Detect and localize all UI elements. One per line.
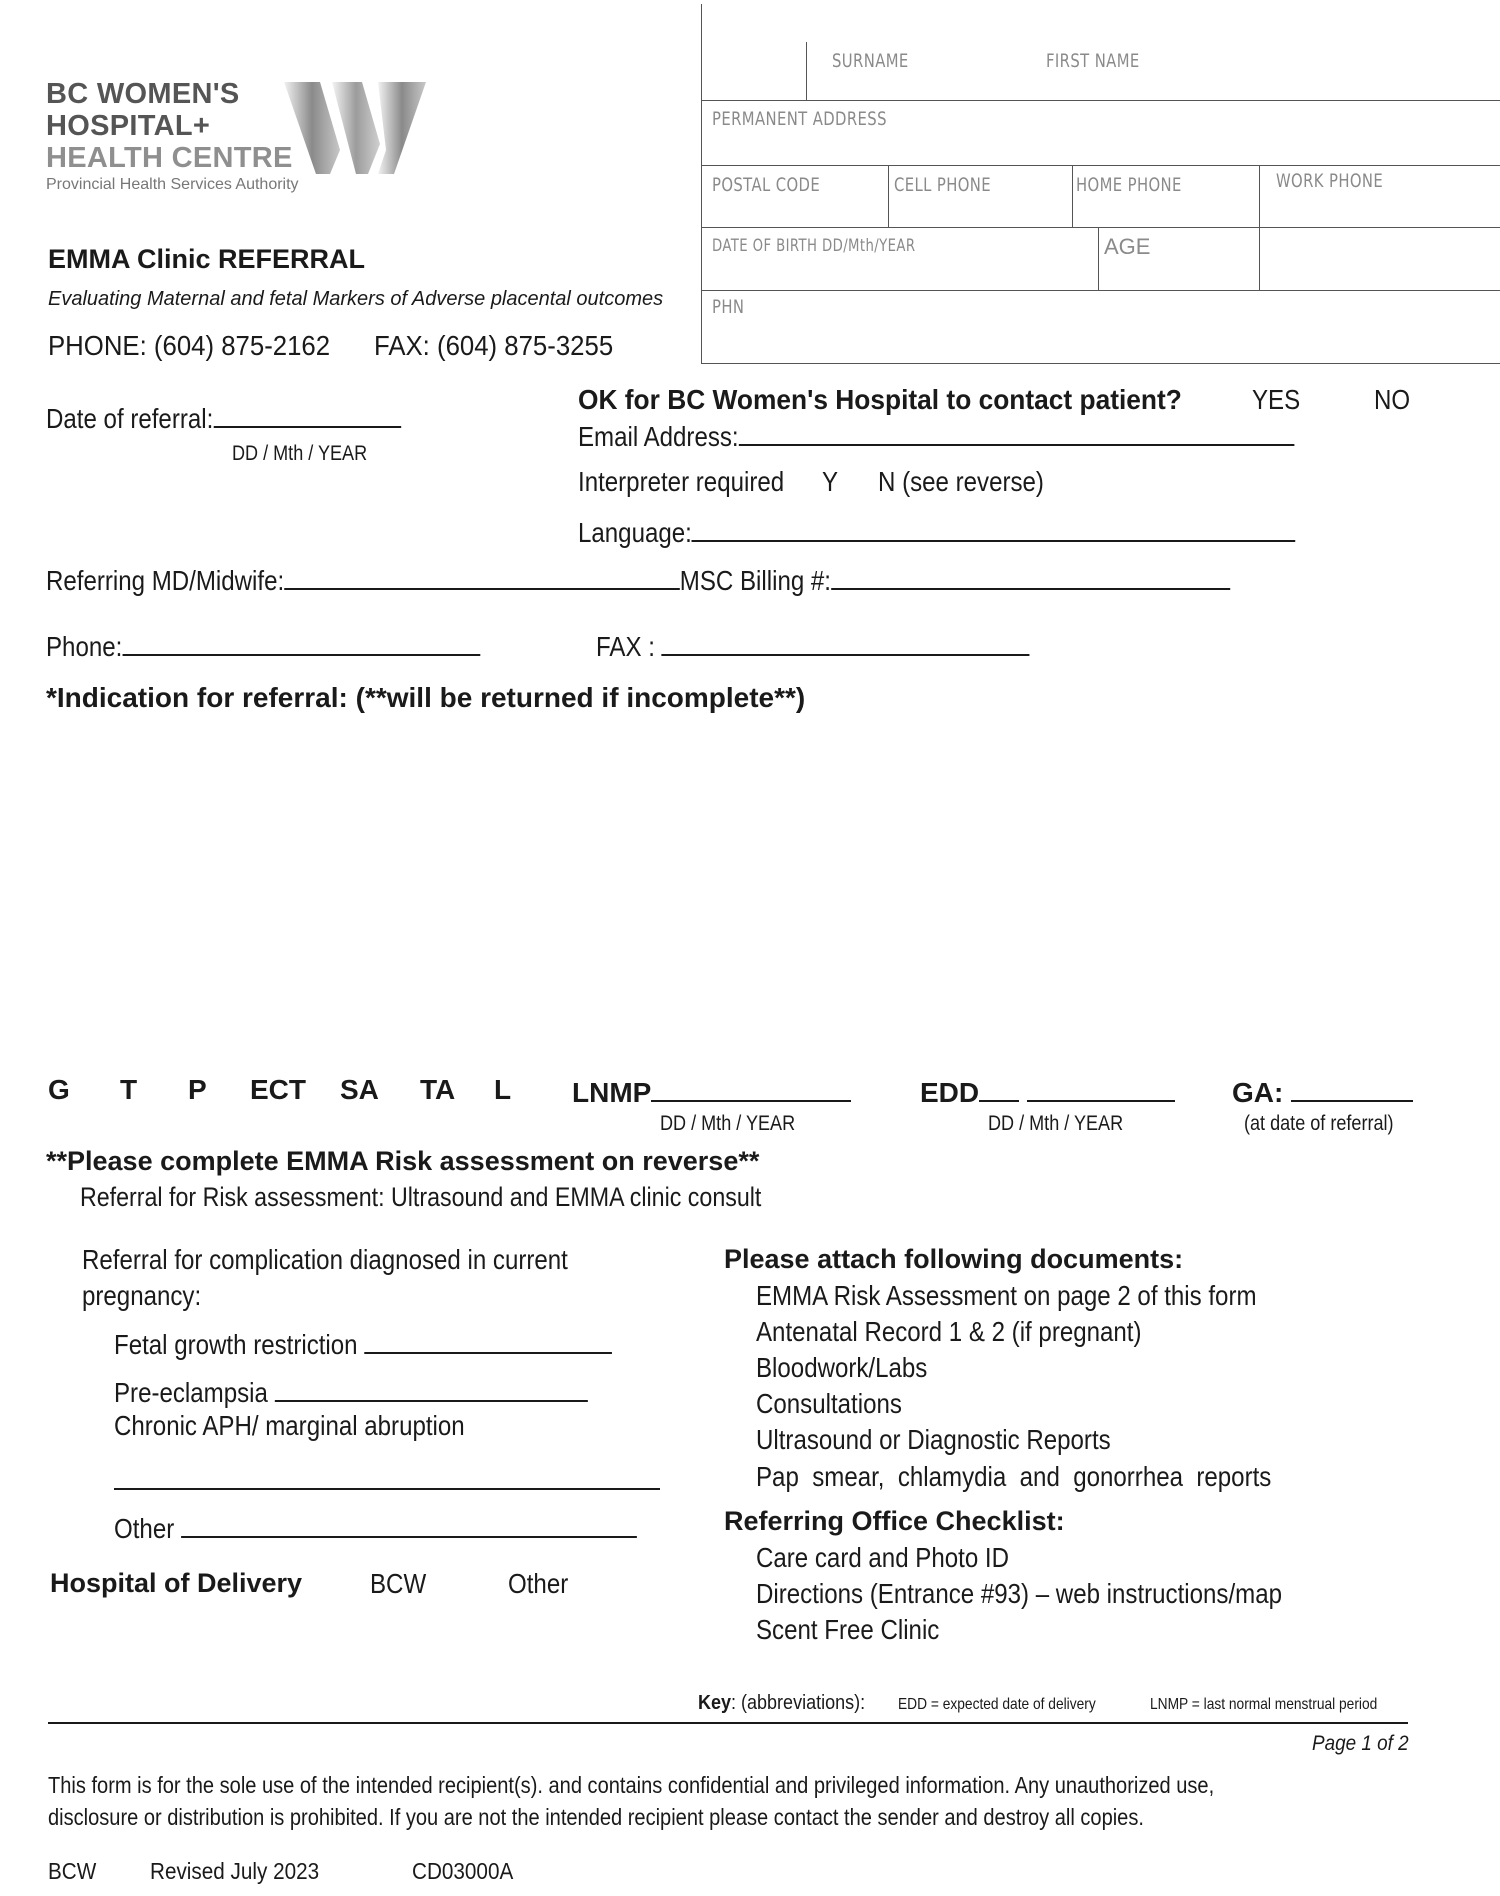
fgr-row xyxy=(114,1326,612,1361)
referring-md-label: Referring MD/Midwife: xyxy=(46,565,285,596)
edd-definition: EDD = expected date of delivery xyxy=(898,1696,1096,1713)
complication-line2: pregnancy: xyxy=(82,1280,202,1311)
contact-question: OK for BC Women's Hospital to contact patient? xyxy=(578,384,1182,415)
attach-documents-heading: Please attach following documents: xyxy=(724,1244,1184,1274)
fax-row xyxy=(596,628,1030,663)
fgr-input[interactable] xyxy=(364,1326,612,1354)
gravida-label[interactable]: G xyxy=(48,1074,70,1105)
abbreviation-key xyxy=(698,1692,865,1715)
confidentiality-line2: disclosure or distribution is prohibited. If you are not the intended recipient please contact the sender and destroy all copies. xyxy=(48,1804,1144,1830)
document-item[interactable]: Antenatal Record 1 & 2 (if pregnant) xyxy=(756,1316,1142,1347)
date-of-referral-label: Date of referral: xyxy=(46,403,214,434)
email-label: Email Address: xyxy=(578,421,739,452)
confidentiality-line1: This form is for the sole use of the intended recipient(s). and contains confidential and privileged information. Any unauthorized use, xyxy=(48,1772,1215,1798)
form-code-bcw: BCW xyxy=(48,1858,97,1884)
lnmp-format-hint: DD / Mth / YEAR xyxy=(660,1112,796,1135)
aph-option[interactable]: Chronic APH/ marginal abruption xyxy=(114,1410,465,1441)
msc-billing-label: MSC Billing #: xyxy=(679,565,832,596)
lnmp-input[interactable] xyxy=(651,1074,851,1102)
aph-input[interactable] xyxy=(114,1488,660,1490)
risk-referral-option[interactable]: Referral for Risk assessment: Ultrasound and EMMA clinic consult xyxy=(80,1182,762,1212)
first-name-field[interactable]: FIRST NAME xyxy=(1046,50,1140,72)
ga-label: GA: xyxy=(1232,1077,1284,1108)
phn-field[interactable]: PHN xyxy=(712,296,745,318)
interpreter-label: Interpreter required xyxy=(578,466,785,497)
checklist-item[interactable]: Directions (Entrance #93) – web instructions/map xyxy=(756,1578,1282,1609)
w-logo-icon xyxy=(282,80,428,176)
edd-label: EDD xyxy=(920,1077,980,1108)
home-phone-field[interactable]: HOME PHONE xyxy=(1076,174,1182,196)
phone-row xyxy=(46,628,480,663)
referrer-fax-input[interactable] xyxy=(662,628,1030,656)
fgr-option[interactable]: Fetal growth restriction xyxy=(114,1329,358,1360)
indication-heading: *Indication for referral: (**will be returned if incomplete**) xyxy=(46,682,806,713)
revision-date: Revised July 2023 xyxy=(150,1858,320,1884)
office-checklist-heading: Referring Office Checklist: xyxy=(724,1506,1065,1536)
key-label: Key xyxy=(698,1692,732,1714)
postal-code-field[interactable]: POSTAL CODE xyxy=(712,174,821,196)
document-item[interactable]: Ultrasound or Diagnostic Reports xyxy=(756,1424,1111,1455)
org-name-line1: BC WOMEN'S xyxy=(46,78,240,110)
date-of-referral-input[interactable] xyxy=(213,400,400,428)
living-label[interactable]: L xyxy=(494,1074,512,1105)
hospital-of-delivery-label: Hospital of Delivery xyxy=(50,1568,303,1598)
other-complication-input[interactable] xyxy=(181,1510,637,1538)
age-field[interactable]: AGE xyxy=(1104,234,1151,259)
pre-eclampsia-option[interactable]: Pre-eclampsia xyxy=(114,1377,268,1408)
document-item[interactable]: Bloodwork/Labs xyxy=(756,1352,928,1383)
hospital-other-option[interactable]: Other xyxy=(508,1568,569,1599)
form-subtitle: Evaluating Maternal and fetal Markers of Adverse placental outcomes xyxy=(48,288,664,310)
document-item[interactable]: Pap smear, chlamydia and gonorrhea reports xyxy=(756,1461,1272,1492)
document-item[interactable]: Consultations xyxy=(756,1388,902,1419)
risk-assessment-heading: **Please complete EMMA Risk assessment on reverse** xyxy=(46,1146,760,1176)
lnmp-label: LNMP xyxy=(572,1077,652,1108)
contact-no-option[interactable]: NO xyxy=(1374,384,1411,415)
indication-textarea[interactable] xyxy=(46,726,1406,1048)
checklist-item[interactable]: Care card and Photo ID xyxy=(756,1542,1009,1573)
edd-format-hint: DD / Mth / YEAR xyxy=(988,1112,1124,1135)
edd-row xyxy=(920,1074,1175,1109)
ga-row xyxy=(1232,1074,1413,1109)
other-complication-row xyxy=(114,1510,637,1545)
preterm-label[interactable]: P xyxy=(188,1074,207,1105)
key-abbrev-label: : (abbreviations): xyxy=(731,1692,866,1714)
ga-note: (at date of referral) xyxy=(1244,1112,1394,1135)
clinic-phone: PHONE: (604) 875-2162 xyxy=(48,330,331,361)
form-title: EMMA Clinic REFERRAL xyxy=(48,244,365,274)
org-subtitle: Provincial Health Services Authority xyxy=(46,176,299,193)
complication-line1: Referral for complication diagnosed in current xyxy=(82,1244,568,1275)
dob-field[interactable]: DATE OF BIRTH DD/Mth/YEAR xyxy=(712,236,916,256)
work-phone-field[interactable]: WORK PHONE xyxy=(1276,170,1384,192)
contact-yes-option[interactable]: YES xyxy=(1252,384,1301,415)
email-row xyxy=(578,418,1294,453)
msc-billing-input[interactable] xyxy=(831,562,1230,590)
referrer-phone-input[interactable] xyxy=(122,628,480,656)
checklist-item[interactable]: Scent Free Clinic xyxy=(756,1614,940,1645)
referrer-phone-label: Phone: xyxy=(46,631,123,662)
clinic-fax: FAX: (604) 875-3255 xyxy=(374,330,614,361)
interpreter-yes-option[interactable]: Y xyxy=(822,466,839,497)
language-input[interactable] xyxy=(692,514,1296,542)
footer-divider xyxy=(48,1722,1408,1724)
page-number: Page 1 of 2 xyxy=(1312,1732,1409,1755)
interpreter-no-option[interactable]: N (see reverse) xyxy=(878,466,1044,497)
date-format-hint: DD / Mth / YEAR xyxy=(232,442,368,465)
permanent-address-field[interactable]: PERMANENT ADDRESS xyxy=(712,108,887,130)
language-row xyxy=(578,514,1296,549)
cell-phone-field[interactable]: CELL PHONE xyxy=(894,174,992,196)
referring-md-input[interactable] xyxy=(284,562,680,590)
language-label: Language: xyxy=(578,517,692,548)
pre-eclampsia-input[interactable] xyxy=(275,1374,588,1402)
form-number: CD03000A xyxy=(412,1858,514,1884)
hospital-bcw-option[interactable]: BCW xyxy=(370,1568,427,1599)
org-name-line3: HEALTH CENTRE xyxy=(46,142,293,174)
edd-input[interactable] xyxy=(1027,1074,1175,1102)
pre-eclampsia-row xyxy=(114,1374,588,1409)
org-name-line2: HOSPITAL+ xyxy=(46,110,211,142)
spontaneous-abortion-label[interactable]: SA xyxy=(340,1074,379,1105)
edd-day-input[interactable] xyxy=(979,1074,1019,1102)
ectopic-label[interactable]: ECT xyxy=(250,1074,306,1105)
referring-md-row xyxy=(46,562,1230,597)
date-of-referral-row xyxy=(46,400,401,435)
therapeutic-abortion-label[interactable]: TA xyxy=(420,1074,456,1105)
other-complication-option[interactable]: Other xyxy=(114,1513,175,1544)
lnmp-definition: LNMP = last normal menstrual period xyxy=(1150,1696,1378,1713)
document-item[interactable]: EMMA Risk Assessment on page 2 of this form xyxy=(756,1280,1257,1311)
surname-field[interactable]: SURNAME xyxy=(832,50,909,72)
referrer-fax-label: FAX : xyxy=(596,631,655,662)
term-label[interactable]: T xyxy=(120,1074,138,1105)
lnmp-row xyxy=(572,1074,851,1109)
email-input[interactable] xyxy=(739,418,1295,446)
ga-input[interactable] xyxy=(1291,1074,1413,1102)
